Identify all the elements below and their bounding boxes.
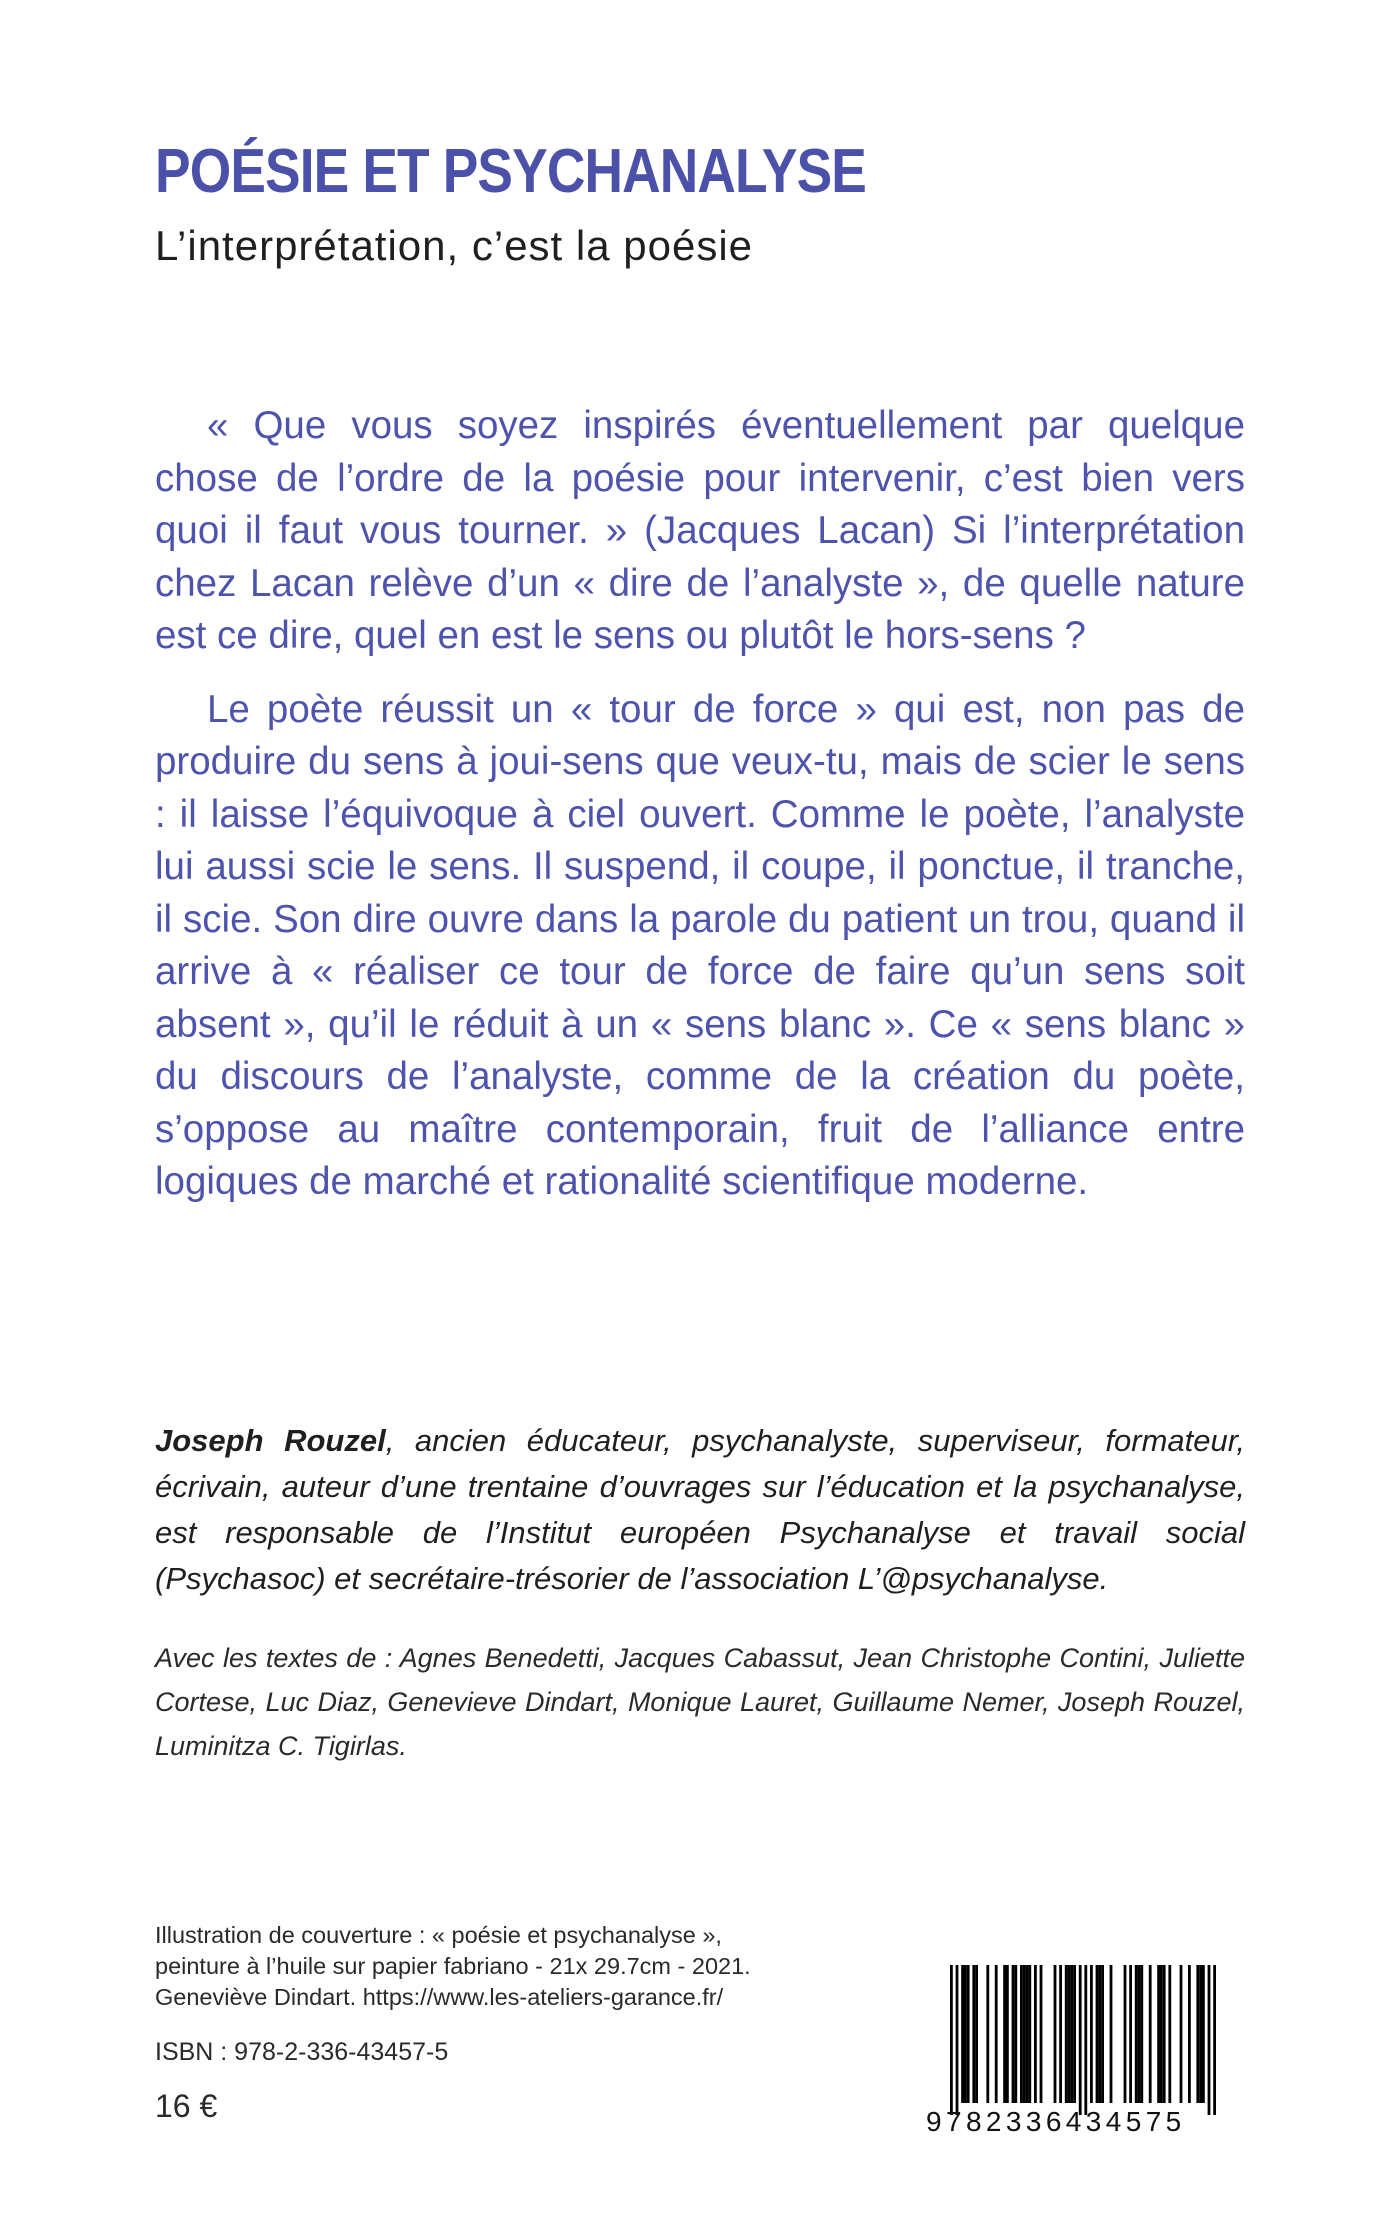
- book-subtitle: L’interprétation, c’est la poésie: [155, 222, 754, 269]
- isbn: ISBN : 978-2-336-43457-5: [155, 2038, 449, 2066]
- barcode-bar: [1006, 1965, 1009, 2103]
- barcode-bar: [1129, 1965, 1132, 2103]
- barcode-bar: [964, 1965, 967, 2103]
- barcode-bar: [1110, 1965, 1113, 2103]
- barcode-digits: 9782336434575: [926, 2106, 1186, 2137]
- author-name: Joseph Rouzel: [155, 1423, 386, 1458]
- barcode-bar: [967, 1965, 970, 2103]
- author-bio-text: , ancien éducateur, psychanalyste, superviseur, formateur, écrivain, auteur d’une trentaine d’ouvrages sur l’éducation et la psychanalyse, est responsable de l’Institut européen Psychanalyse et travail social (Psychasoc) et secrétaire-trésorier de l’association L’@psychanalyse.: [155, 1423, 1245, 1596]
- barcode-bar: [1023, 1965, 1026, 2103]
- barcode-bar: [1054, 1965, 1057, 2103]
- barcode-bar: [986, 1965, 989, 2103]
- blurb-paragraph-2: Le poète réussit un « tour de force » qui est, non pas de produire du sens à joui-sens que veux-tu, mais de scier le sens : il laisse l’équivoque à ciel ouvert. Comme le poète, l’analyste lui aussi scie le sens. Il suspend, il coupe, il ponctue, il tranche, il scie. Son dire ouvre dans la parole du patient un trou, quand il arrive à « réaliser ce tour de force de faire qu’un sens soit absent », qu’il le réduit à un « sens blanc ». Ce « sens blanc » du discours de l’analyste, comme de la création du poète, s’oppose au maître contemporain, fruit de l’alliance entre logiques de marché et rationalité scientifique moderne.: [155, 687, 1245, 1203]
- barcode-bar: [1098, 1965, 1101, 2103]
- cover-credit-line: Geneviève Dindart. https://www.les-ateliers-garance.fr/: [155, 1984, 724, 2010]
- barcode-bar: [1059, 1965, 1062, 2103]
- cover-credit: [155, 1920, 875, 2013]
- barcode-bar: [961, 1965, 964, 2103]
- barcode-bar: [1096, 1965, 1099, 2103]
- barcode-bar: [1003, 1965, 1006, 2103]
- book-title: POÉSIE ET PSYCHANALYSE: [155, 137, 866, 206]
- cover-credit-line: peinture à l’huile sur papier fabriano - 21x 29.7cm - 2021.: [155, 1953, 751, 1979]
- barcode-bar: [1135, 1965, 1138, 2103]
- barcode-bar: [975, 1965, 978, 2103]
- barcode-bar: [972, 1965, 975, 2103]
- barcode-bar: [956, 1965, 959, 2115]
- barcode-bar: [1138, 1965, 1141, 2103]
- barcode-bar: [1199, 1965, 1202, 2103]
- barcode-bar: [1028, 1965, 1031, 2103]
- price: 16 €: [155, 2088, 218, 2124]
- barcode-bar: [1090, 1965, 1093, 2103]
- barcode-bar: [1208, 1965, 1211, 2115]
- barcode-bar: [1012, 1965, 1015, 2103]
- barcode-bar: [1040, 1965, 1043, 2103]
- cover-credit-line: Illustration de couverture : « poésie et psychanalyse »,: [155, 1922, 722, 1948]
- barcode-bar: [1180, 1965, 1183, 2103]
- barcode-bar: [995, 1965, 998, 2103]
- barcode-bar: [1168, 1965, 1171, 2103]
- barcode-bar: [1034, 1965, 1037, 2103]
- barcode-bar: [1084, 1965, 1087, 2115]
- barcode-bar: [1124, 1965, 1127, 2103]
- barcode-bar: [1079, 1965, 1082, 2115]
- barcode: [926, 1965, 1238, 2145]
- barcode-bar: [1070, 1965, 1073, 2103]
- contributors: Avec les textes de : Agnes Benedetti, Jacques Cabassut, Jean Christophe Contini, Juliette Cortese, Luc Diaz, Genevieve Dindart, Monique Lauret, Guillaume Nemer, Joseph Rouzel, Luminitza C. Tigirlas.: [155, 1643, 1245, 1761]
- barcode-bar: [1065, 1965, 1068, 2103]
- barcode-bar: [1068, 1965, 1071, 2103]
- blurb: [155, 400, 1245, 1209]
- barcode-bar: [1213, 1965, 1216, 2115]
- barcode-bar: [1014, 1965, 1017, 2103]
- barcode-bar: [1196, 1965, 1199, 2103]
- barcode-bar: [1188, 1965, 1191, 2103]
- barcode-bar: [1202, 1965, 1205, 2103]
- barcode-bar: [1020, 1965, 1023, 2103]
- barcode-bar: [1026, 1965, 1029, 2103]
- barcode-bar: [1149, 1965, 1152, 2103]
- barcode-bar: [1160, 1965, 1163, 2103]
- barcode-bar: [1101, 1965, 1104, 2103]
- barcode-bar: [950, 1965, 953, 2115]
- barcode-bar: [1140, 1965, 1143, 2103]
- author-bio: [155, 1418, 1245, 1602]
- barcode-bar: [1073, 1965, 1076, 2103]
- barcode-bar: [1157, 1965, 1160, 2103]
- blurb-paragraph-1: « Que vous soyez inspirés éventuellement par quelque chose de l’ordre de la poésie pour intervenir, c’est bien vers quoi il faut vous tourner. » (Jacques Lacan) Si l’interprétation chez Lacan relève d’un « dire de l’analyste », de quelle nature est ce dire, quel en est le sens ou plutôt le hors-sens ?: [155, 404, 1245, 657]
- barcode-bar: [1163, 1965, 1166, 2103]
- barcode-bars: [926, 1965, 1238, 2115]
